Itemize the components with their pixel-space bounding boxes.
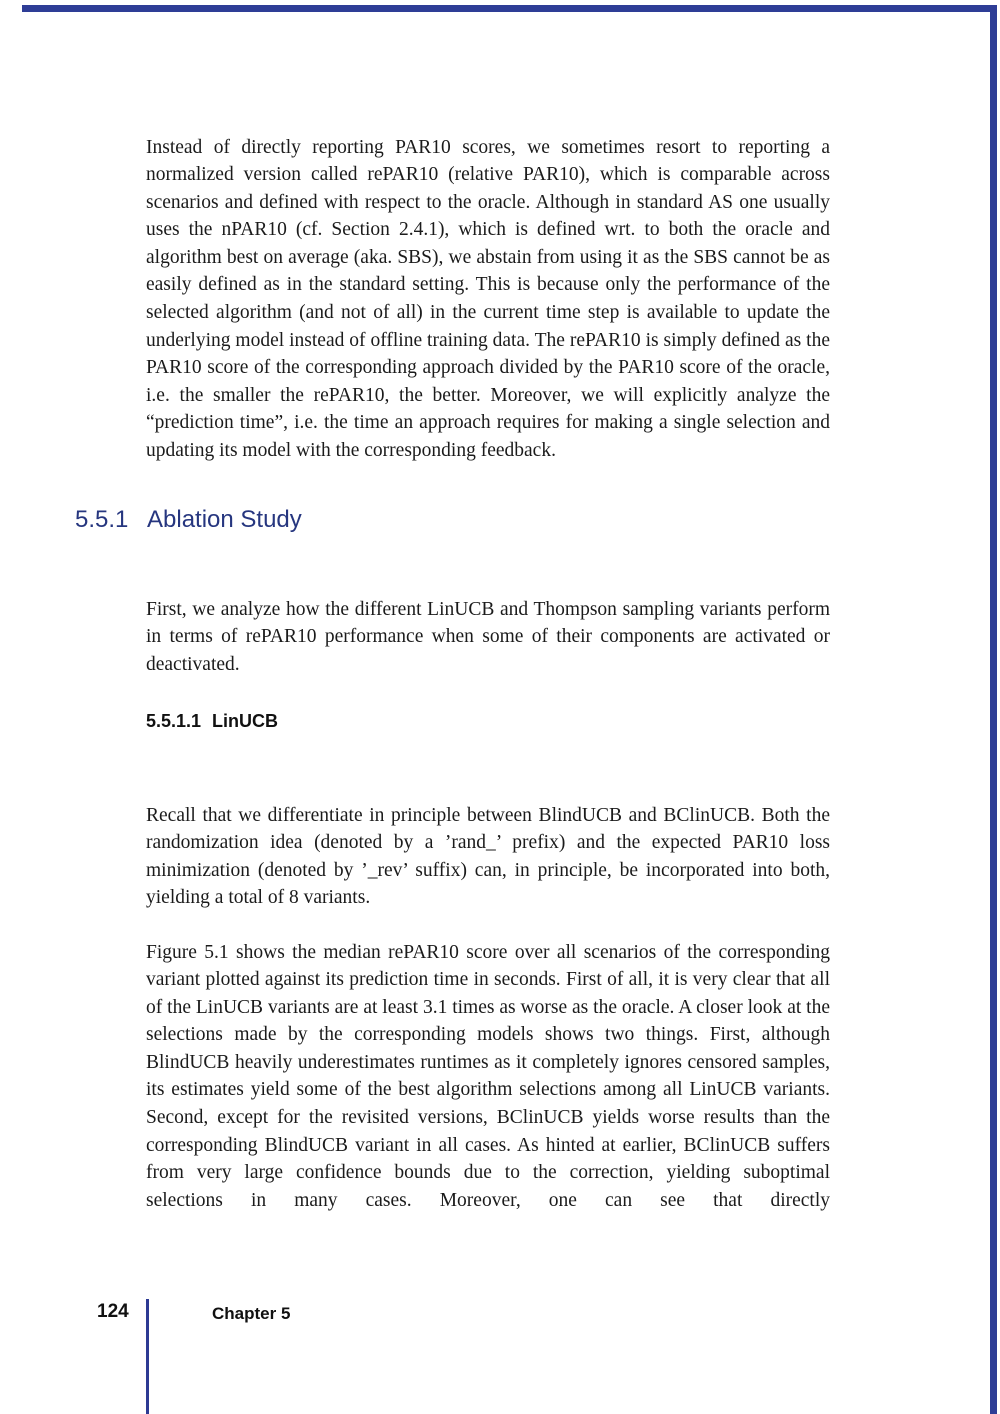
footer-chapter-label: Chapter 5 [212, 1304, 291, 1323]
figure-discussion-paragraph: Figure 5.1 shows the median rePAR10 score over all scenarios of the corresponding variant plotted against its prediction time in seconds. First of all, it is very clear that all of the LinUCB variants are at least 3.1 times as worse as the oracle. A closer look at the selections made by the corresponding models shows two things. First, although BlindUCB heavily underestimates runtimes as it completely ignores censored samples, its estimates yield some of the best algorithm selections among all LinUCB variants. Second, except for the revisited versions, BClinUCB yields worse results than the corresponding BlindUCB variant in all cases. As hinted at earlier, BClinUCB suffers from very large confidence bounds due to the correction, yielding suboptimal selections in many cases. Moreover, one can see that directly [146, 941, 830, 1211]
section-number: 5.5.1 [75, 506, 129, 533]
section-intro-paragraph: First, we analyze how the different LinUCB and Thompson sampling variants perform in terms of rePAR10 performance when some of their components are activated or deactivated. [146, 598, 830, 675]
subsection-number: 5.5.1.1 [146, 711, 202, 731]
subsection-title: LinUCB [212, 711, 279, 731]
footer-chapter-rule [146, 1299, 149, 1414]
page-frame-top-rule [22, 5, 997, 12]
subsection-heading [146, 712, 278, 730]
page-frame-right-rule [990, 5, 997, 1414]
recall-paragraph: Recall that we differentiate in principle between BlindUCB and BClinUCB. Both the randomization idea (denoted by a ’rand_’ prefix) and the expected PAR10 loss minimization (denoted by ’_rev’ suffix) can, in principle, be incorporated into both, yielding a total of 8 variants. [146, 804, 830, 909]
section-title: Ablation Study [147, 506, 302, 533]
footer-page-number: 124 [97, 1301, 129, 1322]
section-heading [75, 508, 302, 532]
intro-paragraph: Instead of directly reporting PAR10 scores, we sometimes resort to reporting a normalized version called rePAR10 (relative PAR10), which is comparable across scenarios and defined with respect to the oracle. Although in standard AS one usually uses the nPAR10 (cf. Section 2.4.1), which is defined wrt. to both the oracle and algorithm best on average (aka. SBS), we abstain from using it as the SBS cannot be as easily defined as in the standard setting. This is because only the performance of the selected algorithm (and not of all) in the current time step is available to update the underlying model instead of offline training data. The rePAR10 is simply defined as the PAR10 score of the corresponding approach divided by the PAR10 score of the oracle, i.e. the smaller the rePAR10, the better. Moreover, we will explicitly analyze the “prediction time”, i.e. the time an approach requires for making a single selection and updating its model with the corresponding feedback. [146, 136, 830, 462]
